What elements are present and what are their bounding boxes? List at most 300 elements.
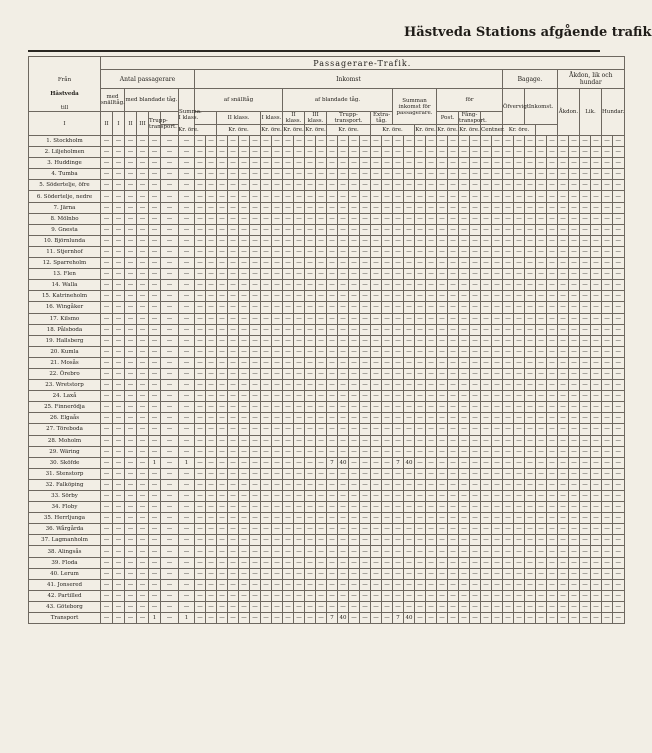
passenger-traffic-table: Från Hästveda till Passagerare-Trafik. Antal passagerare Inkomst Bagage. Åkdon, lik och hundar med snälltåg. med blandade tåg. Summa. af snälltåg af blandade tåg. Summan inkomst för passagerare. för Öfvervigt. Inkomst. Åkdon. Lik. Hundar. I II I II III Trupp-transport. I klass. II klass. I klass. II klass. III klass. Trupp-transport. Extra-tåg. Post. Fång-transport. Kr. öre. Kr. öre. Kr. öre. Kr. öre. Kr. öre. Kr. öre. Kr. öre. Kr. öre. Kr. öre. Kr. öre. Centner. Kr. öre. 1. Stockholm — — — — — — — — — — — — — — — — — — — — — — — — — — — — — — — — — — — — — — — — — — — — — — 2. Liljeholmen — — — — — — — — — — — — — — — — — — — — — — — — — — — — — — — — — — — — — — — — — — — — — — 3. Huddinge — — — — — — — — — — — — — — — — — — — — — — — — — — — — — — — — — — — — — — — — — — — — — — 4. Tumba — — — — — — — — — — — — — — — — — — — — — — — — — — — — — — — — — — — — — — — — — — — — — — 5. Södertelje, öfre — — — — — — — — — — — — — — — — — — — — — — — — — — — — — — — — — — — — — — — — — — — — — — 6. Södertelje, nedre — — — — — — — — — — — — — — — — — — — — — — — — — — — — — — — — — — — — — — — — — — — — — — 7. Järna — — — — — — — — — — — — — — — — — — — — — — — — — — — — — — — — — — — — — — — — — — — — — — 8. Mölnbo — — — — — — — — — — — — — — — — — — — — — — — — — — — — — — — — — — — — — — — — — — — — — — 9. Gnesta — — — — — — — — — — — — — — — — — — — — — — — — — — — — — — — — — — — — — — — — — — — — — — 10. Björnlunda — — — — — — — — — — — — — — — — — — — — — — — — — — — — — — — — — — — — — — — — — — — — — — 11. Stjernhof — — — — — — — — — — — — — — — — — — — — — — — — — — — — — — — — — — — — — — — — — — — — — — 12. Sparreholm — — — — — — — — — — — — — — — — — — — — — — — — — — — — — — — — — — — — — — — — — — — — — — 13. Flen — — — — — — — — — — — — — — — — — — — — — — — — — — — — — — — — — — — — — — — — — — — — — — 14. Walla — — — — — — — — — — — — — — — — — — — — — — — — — — — — — — — — — — — — — — — — — — — — — — 15. Katrineholm — — — — — — — — — — — — — — — — — — — — — — — — — — — — — — — — — — — — — — — — — — — — — — 16. Wingåker — — — — — — — — — — — — — — — — — — — — — — — — — — — — — — — — — — — — — — — — — — — — — — 17. Kilsmo — — — — — — — — — — — — — — — — — — — — — — — — — — — — — — — — — — — — — — — — — — — — — — 18. Pålsboda — — — — — — — — — — — — — — — — — — — — — — — — — — — — — — — — — — — — — — — — — — — — — — 19. Hallsberg — — — — — — — — — — — — — — — — — — — — — — — — — — — — — — — — — — — — — — — — — — — — — — 20. Kumla — — — — — — — — — — — — — — — — — — — — — — — — — — — — — — — — — — — — — — — — — — — — — — 21. Mosås — — — — — — — — — — — — — — — — — — — — — — — — — — — — — — — — — — — — — — — — — — — — — — 22. Örebro — — — — — — — — — — — — — — — — — — — — — — — — — — — — — — — — — — — — — — — — — — — — — — 23. Wretstorp — — — — — — — — — — — — — — — — — — — — — — — — — — — — — — — — — — — — — — — — — — — — — — 24. Laxå — — — — — — — — — — — — — — — — — — — — — — — — — — — — — — — — — — — — — — — — — — — — — — 25. Finnerödja — — — — — — — — — — — — — — — — — — — — — — — — — — — — — — — — — — — — — — — — — — — — — — 26. Elgaås — — — — — — — — — — — — — — — — — — — — — — — — — — — — — — — — — — — — — — — — — — — — — — 27. Töreboda — — — — — — — — — — — — — — — — — — — — — — — — — — — — — — — — — — — — — — — — — — — — — — 28. Moholm — — — — — — — — — — — — — — — — — — — — — — — — — — — — — — — — — — — — — — — — — — — — — — 29. Wäring — — — — — — — — — — — — — — — — — — — — — — — — — — — — — — — — — — — — — — — — — — — — — — 30. Sköfde — — — — 1 — 1 — — — — — — — — — — — — 7 40 — — — — 7 40 — — — — — — — — — — — — — — — — — — — 31. Stenstorp — — — — — — — — — — — — — — — — — — — — — — — — — — — — — — — — — — — — — — — — — — — — — — 32. Falköping — — — — — — — — — — — — — — — — — — — — — — — — — — — — — — — — — — — — — — — — — — — — — — 33. Sörby — — — — — — — — — — — — — — — — — — — — — — — — — — — — — — — — — — — — — — — — — — — — — — 34. Floby — — — — — — — — — — — — — — — — — — — — — — — — — — — — — — — — — — — — — — — — — — — — — — 35. Herrljunga — — — — — — — — — — — — — — — — — — — — — — — — — — — — — — — — — — — — — — — — — — — — — — 36. Wårgårda — — — — — — — — — — — — — — — — — — — — — — — — — — — — — — — — — — — — — — — — — — — — — — 37. Lagmanholm — — — — — — — — — — — — — — — — — — — — — — — — — — — — — — — — — — — — — — — — — — — — — — 38. Alingsås — — — — — — — — — — — — — — — — — — — — — — — — — — — — — — — — — — — — — — — — — — — — — — 39. Floda — — — — — — — — — — — — — — — — — — — — — — — — — — — — — — — — — — — — — — — — — — — — — — 40. Lerum — — — — — — — — — — — — — — — — — — — — — — — — — — — — — — — — — — — — — — — — — — — — — — 41. Jonsered — — — — — — — — — — — — — — — — — — — — — — — — — — — — — — — — — — — — — — — — — — — — — — 42. Partilled — — — — — — — — — — — — — — — — — — — — — — — — — — — — — — — — — — — — — — — — — — — — — — 43. Göteborg — — — — — — — — — — — — — — — — — — — — — — — — — — — — — — — — — — — — — — — — — — — — — — Transport — — — — 1 — 1 — — — — — — — — — — — — 7 40 — — — — 7 40 — — — — — — — — — — — — — — — — — — — bbox=[28, 56, 625, 624]
dash-cell: — bbox=[613, 202, 625, 213]
dash-cell: — bbox=[239, 280, 250, 291]
dash-cell: — bbox=[272, 513, 283, 524]
dash-cell: — bbox=[448, 335, 459, 346]
dash-cell: — bbox=[239, 291, 250, 302]
dash-cell: — bbox=[360, 202, 371, 213]
dash-cell: — bbox=[327, 446, 338, 457]
dash-cell: — bbox=[250, 235, 261, 246]
transport-label: Transport bbox=[29, 613, 101, 624]
station-name: 29. Wäring bbox=[29, 446, 101, 457]
dash-cell: — bbox=[349, 169, 360, 180]
dash-cell: — bbox=[481, 601, 492, 612]
dash-cell: — bbox=[161, 391, 179, 402]
station-name: 26. Elgaås bbox=[29, 413, 101, 424]
dash-cell: — bbox=[547, 479, 558, 490]
dash-cell: — bbox=[404, 524, 415, 535]
dash-cell: — bbox=[580, 180, 591, 191]
dash-cell: — bbox=[503, 435, 514, 446]
station-name: 32. Falköping bbox=[29, 479, 101, 490]
dash-cell: — bbox=[558, 502, 569, 513]
station-name: 8. Mölnbo bbox=[29, 213, 101, 224]
table-row bbox=[29, 313, 625, 324]
dash-cell: — bbox=[125, 335, 137, 346]
dash-cell: — bbox=[503, 513, 514, 524]
dash-cell: — bbox=[459, 424, 470, 435]
dash-cell: — bbox=[525, 291, 536, 302]
dash-cell: — bbox=[239, 202, 250, 213]
dash-cell: — bbox=[393, 269, 404, 280]
dash-cell: — bbox=[327, 202, 338, 213]
dash-cell: — bbox=[149, 324, 161, 335]
dash-cell: — bbox=[547, 546, 558, 557]
dash-cell: — bbox=[283, 479, 294, 490]
dash-cell: — bbox=[547, 324, 558, 335]
dash-cell: — bbox=[448, 313, 459, 324]
dash-cell: — bbox=[228, 246, 239, 257]
dash-cell: — bbox=[481, 191, 492, 202]
dash-cell: — bbox=[371, 457, 382, 468]
dash-cell: — bbox=[580, 468, 591, 479]
dash-cell: — bbox=[371, 147, 382, 158]
dash-cell: — bbox=[101, 246, 113, 257]
table-row bbox=[29, 324, 625, 335]
dash-cell: — bbox=[149, 169, 161, 180]
dash-cell: — bbox=[426, 402, 437, 413]
dash-cell: — bbox=[195, 213, 206, 224]
dash-cell: — bbox=[470, 302, 481, 313]
dash-cell: — bbox=[161, 457, 179, 468]
dash-cell: — bbox=[137, 357, 149, 368]
dash-cell: — bbox=[349, 579, 360, 590]
dash-cell: — bbox=[382, 291, 393, 302]
dash-cell: — bbox=[437, 357, 448, 368]
dash-cell: — bbox=[580, 491, 591, 502]
dash-cell: — bbox=[470, 235, 481, 246]
dash-cell: — bbox=[217, 468, 228, 479]
dash-cell: — bbox=[239, 269, 250, 280]
dash-cell: — bbox=[591, 246, 602, 257]
dash-cell: — bbox=[179, 435, 195, 446]
dash-cell: — bbox=[137, 590, 149, 601]
dash-cell: — bbox=[393, 213, 404, 224]
dash-cell: — bbox=[371, 169, 382, 180]
dash-cell: — bbox=[404, 424, 415, 435]
dash-cell: — bbox=[161, 313, 179, 324]
dash-cell: — bbox=[206, 224, 217, 235]
dash-cell: — bbox=[338, 502, 349, 513]
dash-cell: — bbox=[179, 413, 195, 424]
dash-cell: — bbox=[272, 324, 283, 335]
dash-cell: — bbox=[349, 402, 360, 413]
dash-cell: — bbox=[327, 557, 338, 568]
dash-cell: — bbox=[137, 468, 149, 479]
dash-cell: — bbox=[250, 280, 261, 291]
dash-cell: — bbox=[206, 136, 217, 147]
dash-cell: — bbox=[404, 546, 415, 557]
dash-cell: — bbox=[250, 613, 261, 624]
dash-cell: — bbox=[228, 269, 239, 280]
dash-cell: — bbox=[459, 302, 470, 313]
dash-cell: — bbox=[338, 368, 349, 379]
dash-cell: — bbox=[591, 136, 602, 147]
dash-cell: — bbox=[415, 269, 426, 280]
dash-cell: — bbox=[179, 357, 195, 368]
dash-cell: — bbox=[492, 402, 503, 413]
dash-cell: — bbox=[613, 435, 625, 446]
dash-cell: — bbox=[272, 502, 283, 513]
dash-cell: — bbox=[360, 368, 371, 379]
dash-cell: — bbox=[569, 291, 580, 302]
dash-cell: — bbox=[525, 613, 536, 624]
dash-cell: — bbox=[327, 546, 338, 557]
dash-cell: — bbox=[591, 291, 602, 302]
dash-cell: — bbox=[459, 258, 470, 269]
table-row bbox=[29, 546, 625, 557]
dash-cell: — bbox=[305, 535, 316, 546]
dash-cell: — bbox=[101, 169, 113, 180]
dash-cell: — bbox=[569, 535, 580, 546]
dash-cell: — bbox=[613, 147, 625, 158]
dash-cell: — bbox=[580, 502, 591, 513]
dash-cell: — bbox=[371, 557, 382, 568]
dash-cell: — bbox=[448, 491, 459, 502]
dash-cell: — bbox=[503, 202, 514, 213]
dash-cell: — bbox=[338, 491, 349, 502]
dash-cell: — bbox=[492, 557, 503, 568]
dash-cell: — bbox=[283, 568, 294, 579]
dash-cell: — bbox=[161, 224, 179, 235]
dash-cell: — bbox=[161, 324, 179, 335]
dash-cell: — bbox=[503, 557, 514, 568]
dash-cell: — bbox=[580, 235, 591, 246]
dash-cell: — bbox=[272, 368, 283, 379]
dash-cell: — bbox=[349, 302, 360, 313]
dash-cell: — bbox=[338, 213, 349, 224]
dash-cell: — bbox=[161, 568, 179, 579]
dash-cell: — bbox=[316, 446, 327, 457]
dash-cell: — bbox=[459, 368, 470, 379]
dash-cell: — bbox=[294, 613, 305, 624]
dash-cell: — bbox=[382, 302, 393, 313]
dash-cell: — bbox=[137, 380, 149, 391]
dash-cell: — bbox=[217, 391, 228, 402]
dash-cell: — bbox=[426, 435, 437, 446]
dash-cell: — bbox=[602, 457, 613, 468]
dash-cell: — bbox=[426, 468, 437, 479]
dash-cell: — bbox=[206, 579, 217, 590]
dash-cell: — bbox=[481, 491, 492, 502]
dash-cell: — bbox=[503, 302, 514, 313]
dash-cell: — bbox=[459, 479, 470, 490]
dash-cell: — bbox=[448, 435, 459, 446]
dash-cell: — bbox=[547, 147, 558, 158]
dash-cell: — bbox=[217, 413, 228, 424]
dash-cell: — bbox=[179, 213, 195, 224]
dash-cell: — bbox=[415, 435, 426, 446]
dash-cell: — bbox=[179, 302, 195, 313]
dash-cell: — bbox=[360, 579, 371, 590]
dash-cell: — bbox=[338, 357, 349, 368]
table-row bbox=[29, 435, 625, 446]
dash-cell: — bbox=[602, 280, 613, 291]
dash-cell: — bbox=[404, 335, 415, 346]
dash-cell: — bbox=[393, 601, 404, 612]
dash-cell: — bbox=[415, 502, 426, 513]
dash-cell: — bbox=[481, 302, 492, 313]
dash-cell: — bbox=[294, 424, 305, 435]
dash-cell: — bbox=[580, 524, 591, 535]
dash-cell: — bbox=[448, 258, 459, 269]
dash-cell: — bbox=[448, 280, 459, 291]
station-name: 16. Wingåker bbox=[29, 302, 101, 313]
dash-cell: — bbox=[125, 424, 137, 435]
dash-cell: — bbox=[448, 424, 459, 435]
dash-cell: — bbox=[470, 213, 481, 224]
dash-cell: — bbox=[125, 147, 137, 158]
dash-cell: — bbox=[602, 435, 613, 446]
dash-cell: — bbox=[283, 258, 294, 269]
dash-cell: — bbox=[195, 169, 206, 180]
dash-cell: — bbox=[113, 213, 125, 224]
dash-cell: — bbox=[426, 479, 437, 490]
dash-cell: — bbox=[250, 579, 261, 590]
dash-cell: — bbox=[272, 136, 283, 147]
dash-cell: — bbox=[101, 335, 113, 346]
dash-cell: — bbox=[481, 468, 492, 479]
dash-cell: — bbox=[206, 524, 217, 535]
dash-cell: — bbox=[316, 380, 327, 391]
dash-cell: — bbox=[239, 246, 250, 257]
dash-cell: — bbox=[137, 479, 149, 490]
dash-cell: — bbox=[448, 246, 459, 257]
dash-cell: — bbox=[349, 613, 360, 624]
dash-cell: — bbox=[261, 269, 272, 280]
dash-cell: — bbox=[602, 479, 613, 490]
dash-cell: — bbox=[558, 291, 569, 302]
dash-cell: — bbox=[514, 413, 525, 424]
dash-cell: — bbox=[481, 335, 492, 346]
dash-cell: — bbox=[272, 291, 283, 302]
dash-cell: — bbox=[503, 213, 514, 224]
dash-cell: — bbox=[558, 324, 569, 335]
dash-cell: — bbox=[125, 546, 137, 557]
station-name: 7. Järna bbox=[29, 202, 101, 213]
dash-cell: — bbox=[569, 280, 580, 291]
dash-cell: — bbox=[536, 568, 547, 579]
dash-cell: — bbox=[382, 180, 393, 191]
dash-cell: — bbox=[591, 191, 602, 202]
dash-cell: — bbox=[393, 491, 404, 502]
table-row bbox=[29, 468, 625, 479]
dash-cell: — bbox=[217, 213, 228, 224]
dash-cell: — bbox=[195, 258, 206, 269]
dash-cell: — bbox=[125, 235, 137, 246]
dash-cell: — bbox=[448, 568, 459, 579]
dash-cell: — bbox=[459, 524, 470, 535]
dash-cell: — bbox=[547, 568, 558, 579]
dash-cell: — bbox=[294, 391, 305, 402]
dash-cell: — bbox=[228, 468, 239, 479]
dash-cell: — bbox=[569, 546, 580, 557]
dash-cell: — bbox=[492, 502, 503, 513]
dash-cell: — bbox=[371, 291, 382, 302]
dash-cell: — bbox=[437, 579, 448, 590]
table-row bbox=[29, 246, 625, 257]
station-name: 9. Gnesta bbox=[29, 224, 101, 235]
dash-cell: — bbox=[149, 535, 161, 546]
station-name: 1. Stockholm bbox=[29, 136, 101, 147]
dash-cell: — bbox=[459, 590, 470, 601]
dash-cell: — bbox=[195, 291, 206, 302]
dash-cell: — bbox=[470, 491, 481, 502]
dash-cell: — bbox=[217, 235, 228, 246]
dash-cell: — bbox=[404, 246, 415, 257]
dash-cell: — bbox=[426, 546, 437, 557]
dash-cell: — bbox=[294, 158, 305, 169]
dash-cell: — bbox=[125, 513, 137, 524]
dash-cell: — bbox=[536, 491, 547, 502]
table-row bbox=[29, 568, 625, 579]
dash-cell: — bbox=[547, 513, 558, 524]
dash-cell: — bbox=[228, 446, 239, 457]
dash-cell: — bbox=[261, 258, 272, 269]
dash-cell: — bbox=[492, 158, 503, 169]
station-name: 5. Södertelje, öfre bbox=[29, 180, 101, 191]
dash-cell: — bbox=[613, 568, 625, 579]
dash-cell: — bbox=[437, 368, 448, 379]
dash-cell: — bbox=[382, 147, 393, 158]
dash-cell: — bbox=[591, 224, 602, 235]
dash-cell: — bbox=[503, 468, 514, 479]
dash-cell: — bbox=[448, 169, 459, 180]
dash-cell: — bbox=[371, 590, 382, 601]
dash-cell: — bbox=[415, 235, 426, 246]
dash-cell: — bbox=[195, 391, 206, 402]
dash-cell: — bbox=[459, 402, 470, 413]
dash-cell: — bbox=[125, 269, 137, 280]
dash-cell: — bbox=[161, 613, 179, 624]
dash-cell: — bbox=[547, 579, 558, 590]
dash-cell: — bbox=[250, 435, 261, 446]
dash-cell: — bbox=[393, 513, 404, 524]
dash-cell: — bbox=[228, 524, 239, 535]
dash-cell: — bbox=[250, 147, 261, 158]
dash-cell: — bbox=[349, 524, 360, 535]
dash-cell: — bbox=[481, 513, 492, 524]
dash-cell: — bbox=[327, 368, 338, 379]
dash-cell: — bbox=[426, 502, 437, 513]
dash-cell: — bbox=[536, 535, 547, 546]
dash-cell: — bbox=[382, 246, 393, 257]
dash-cell: — bbox=[239, 557, 250, 568]
dash-cell: — bbox=[261, 302, 272, 313]
dash-cell: — bbox=[149, 491, 161, 502]
dash-cell: — bbox=[514, 590, 525, 601]
dash-cell: — bbox=[283, 368, 294, 379]
dash-cell: — bbox=[415, 324, 426, 335]
dash-cell: — bbox=[547, 158, 558, 169]
dash-cell: — bbox=[349, 269, 360, 280]
dash-cell: — bbox=[179, 235, 195, 246]
dash-cell: — bbox=[305, 202, 316, 213]
dash-cell: — bbox=[283, 491, 294, 502]
dash-cell: — bbox=[404, 601, 415, 612]
dash-cell: — bbox=[448, 546, 459, 557]
dash-cell: — bbox=[371, 280, 382, 291]
dash-cell: — bbox=[179, 147, 195, 158]
dash-cell: — bbox=[371, 579, 382, 590]
dash-cell: — bbox=[305, 446, 316, 457]
table-row bbox=[29, 557, 625, 568]
dash-cell: — bbox=[113, 335, 125, 346]
dash-cell: — bbox=[580, 291, 591, 302]
dash-cell: — bbox=[591, 568, 602, 579]
dash-cell: — bbox=[137, 269, 149, 280]
dash-cell: — bbox=[415, 546, 426, 557]
dash-cell: — bbox=[113, 413, 125, 424]
dash-cell: — bbox=[217, 557, 228, 568]
dash-cell: — bbox=[327, 513, 338, 524]
dash-cell: — bbox=[591, 435, 602, 446]
dash-cell: — bbox=[179, 202, 195, 213]
dash-cell: — bbox=[415, 491, 426, 502]
dash-cell: — bbox=[492, 435, 503, 446]
dash-cell: — bbox=[525, 413, 536, 424]
dash-cell: — bbox=[613, 590, 625, 601]
dash-cell: — bbox=[228, 413, 239, 424]
dash-cell: — bbox=[125, 280, 137, 291]
table-row bbox=[29, 601, 625, 612]
dash-cell: — bbox=[161, 191, 179, 202]
dash-cell: — bbox=[558, 468, 569, 479]
dash-cell: — bbox=[525, 479, 536, 490]
dash-cell: — bbox=[569, 524, 580, 535]
dash-cell: — bbox=[437, 280, 448, 291]
dash-cell: — bbox=[179, 346, 195, 357]
dash-cell: — bbox=[294, 557, 305, 568]
dash-cell: — bbox=[137, 291, 149, 302]
dash-cell: — bbox=[437, 446, 448, 457]
dash-cell: — bbox=[327, 224, 338, 235]
station-name: 4. Tumba bbox=[29, 169, 101, 180]
dash-cell: — bbox=[101, 446, 113, 457]
dash-cell: — bbox=[371, 324, 382, 335]
dash-cell: — bbox=[294, 446, 305, 457]
dash-cell: — bbox=[283, 235, 294, 246]
dash-cell: — bbox=[195, 579, 206, 590]
dash-cell: — bbox=[470, 180, 481, 191]
table-row bbox=[29, 424, 625, 435]
dash-cell: — bbox=[294, 590, 305, 601]
dash-cell: — bbox=[283, 147, 294, 158]
dash-cell: — bbox=[448, 590, 459, 601]
dash-cell: — bbox=[206, 502, 217, 513]
dash-cell: — bbox=[338, 557, 349, 568]
dash-cell: — bbox=[101, 291, 113, 302]
dash-cell: — bbox=[580, 391, 591, 402]
dash-cell: — bbox=[261, 513, 272, 524]
dash-cell: — bbox=[217, 479, 228, 490]
dash-cell: — bbox=[437, 491, 448, 502]
dash-cell: — bbox=[349, 280, 360, 291]
dash-cell: — bbox=[228, 158, 239, 169]
dash-cell: — bbox=[113, 502, 125, 513]
dash-cell: — bbox=[602, 491, 613, 502]
dash-cell: — bbox=[470, 457, 481, 468]
dash-cell: — bbox=[437, 346, 448, 357]
dash-cell: — bbox=[503, 524, 514, 535]
table-row bbox=[29, 579, 625, 590]
